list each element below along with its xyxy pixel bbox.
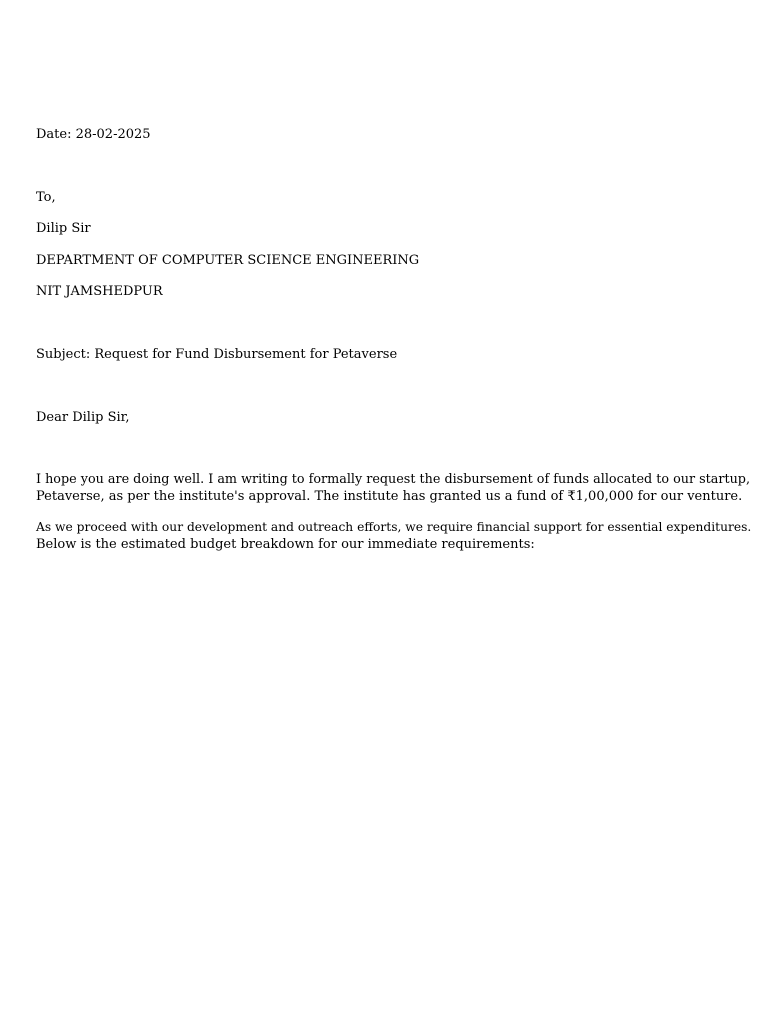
- paragraph-1-line-1: I hope you are doing well. I am writing to formally request the disbursement of funds allocated to our startup,: [36, 472, 751, 487]
- recipient-name: Dilip Sir: [36, 221, 91, 236]
- body-paragraph-1: [36, 471, 751, 505]
- letter-date: Date: 28-02-2025: [36, 127, 151, 142]
- letter-to: To,: [36, 190, 56, 205]
- body-paragraph-2: [36, 519, 752, 553]
- recipient-institute: NIT JAMSHEDPUR: [36, 284, 163, 299]
- recipient-department: DEPARTMENT OF COMPUTER SCIENCE ENGINEERING: [36, 253, 420, 268]
- letter-subject: Subject: Request for Fund Disbursement for Petaverse: [36, 347, 398, 362]
- paragraph-2-line-2: Below is the estimated budget breakdown for our immediate requirements:: [36, 537, 535, 552]
- paragraph-1-line-2: Petaverse, as per the institute's approval. The institute has granted us a fund of ₹1,00,000 for our venture.: [36, 489, 743, 504]
- paragraph-2-line-1: As we proceed with our development and outreach efforts, we require financial support for essential expenditures.: [36, 520, 752, 534]
- letter-salutation: Dear Dilip Sir,: [36, 410, 130, 425]
